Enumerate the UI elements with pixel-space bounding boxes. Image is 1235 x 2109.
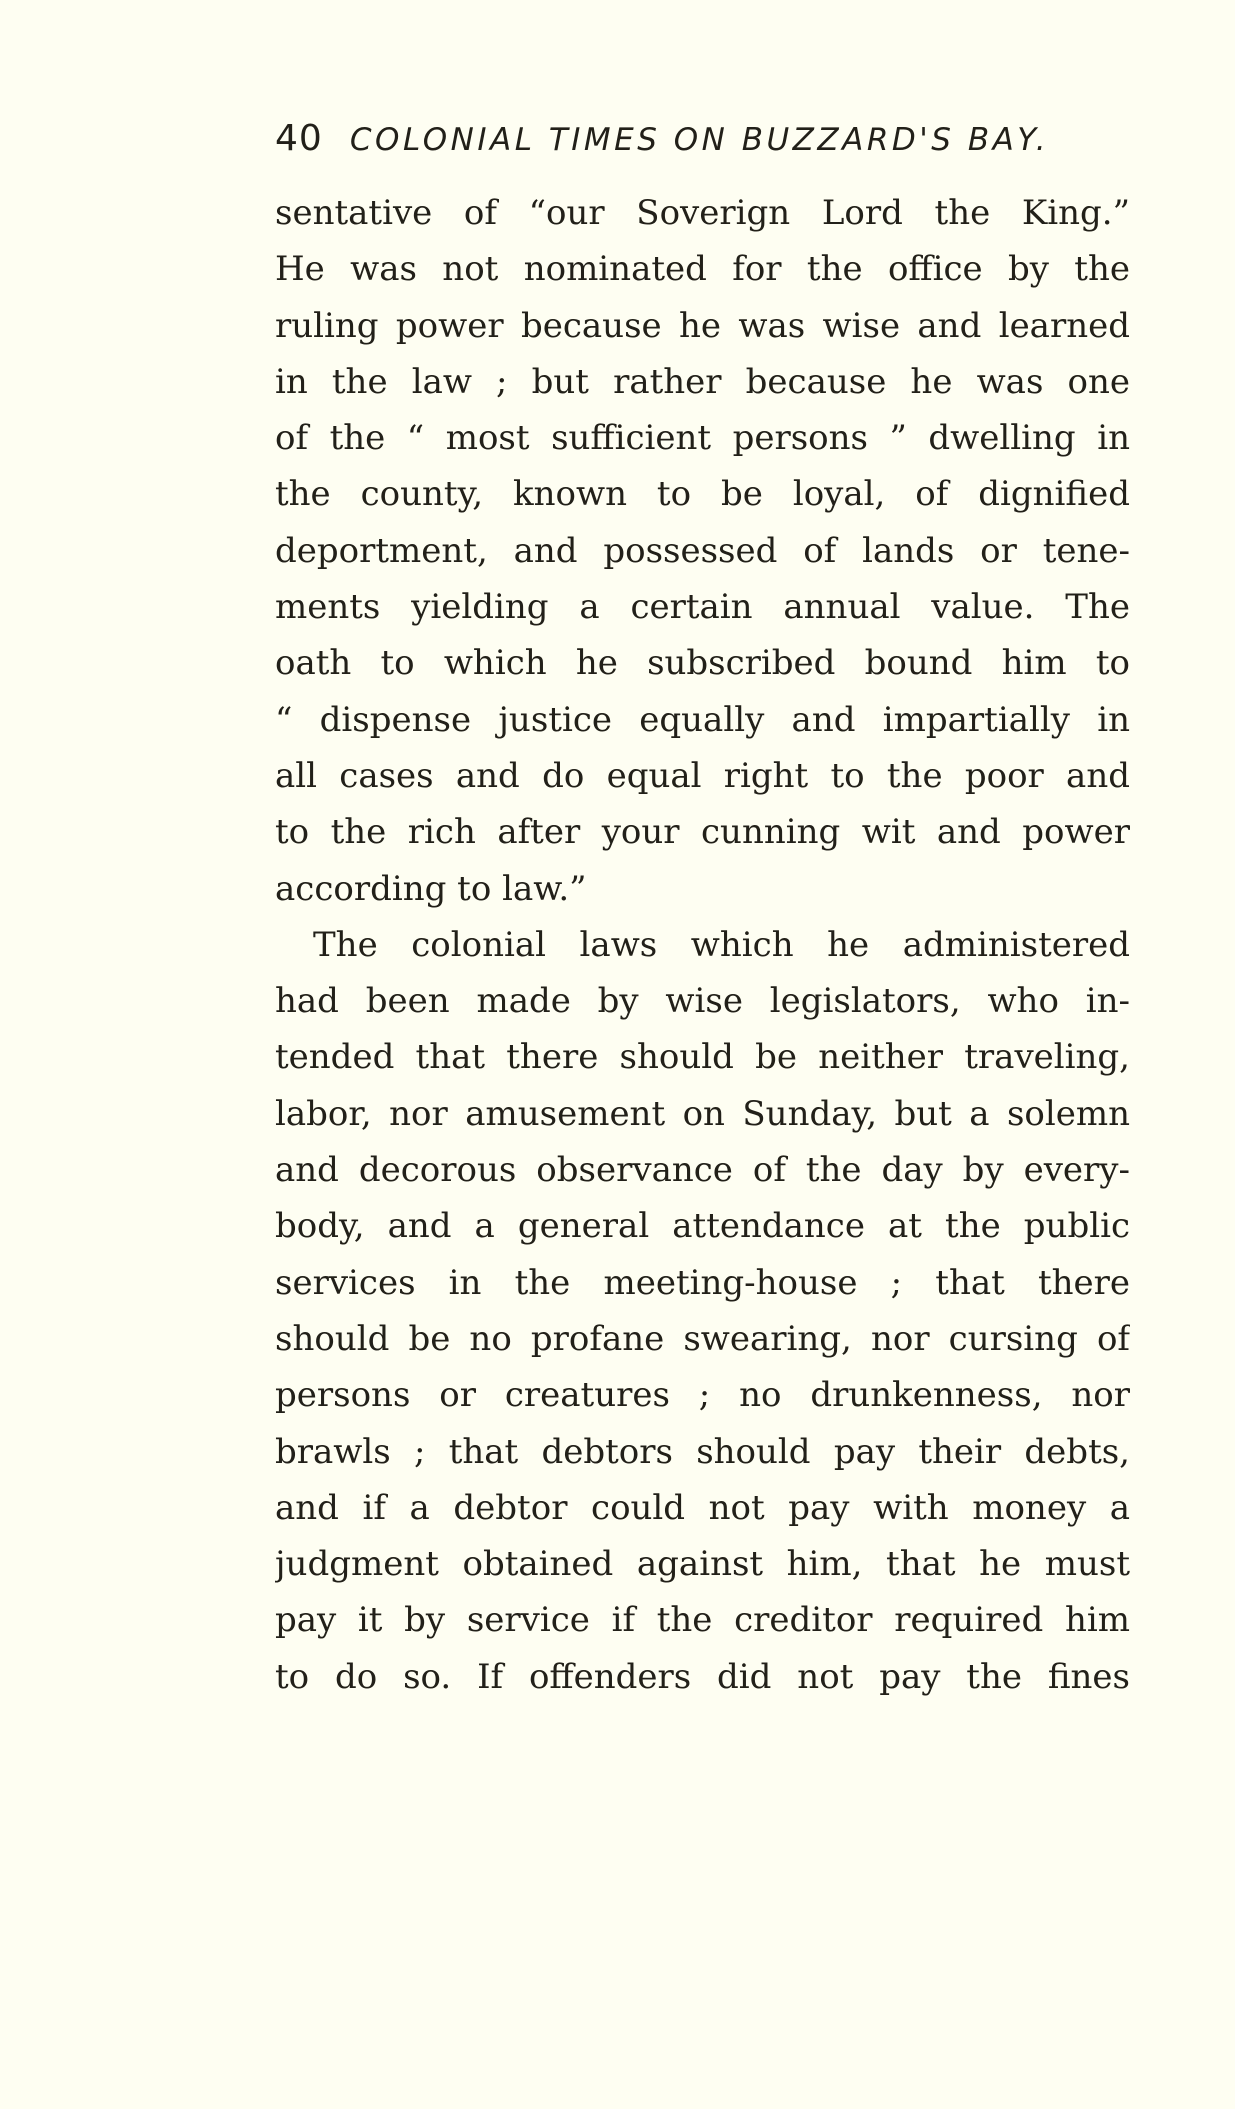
text-line: brawls ; that debtors should pay their debts, [275,1431,1130,1472]
text-line: of the “ most sufficient persons ” dwelling in [275,418,1130,459]
text-line: to the rich after your cunning wit and power [275,812,1130,853]
text-line: judgment obtained against him, that he must [275,1544,1130,1585]
text-line: according to law.” [275,868,587,909]
body-text [275,185,1130,1705]
text-line: to do so. If offenders did not pay the fines [275,1656,1130,1697]
text-line: body, and a general attendance at the public [275,1206,1130,1247]
text-line: pay it by service if the creditor required him [275,1600,1130,1641]
text-line: He was not nominated for the office by the [275,249,1130,290]
page-number: 40 [275,118,323,159]
text-line: oath to which he subscribed bound him to [275,643,1130,684]
text-line: services in the meeting-house ; that there [275,1262,1130,1303]
text-line: the county, known to be loyal, of dignified [275,474,1130,515]
text-line: tended that there should be neither traveling, [275,1037,1130,1078]
text-line: ments yielding a certain annual value. The [275,587,1130,628]
text-line: “ dispense justice equally and impartially in [275,699,1130,740]
text-line: in the law ; but rather because he was one [275,361,1130,402]
running-head-title: COLONIAL TIMES ON BUZZARD'S BAY. [349,122,1050,158]
text-line: ruling power because he was wise and learned [275,305,1130,346]
text-line: should be no profane swearing, nor cursing of [275,1318,1130,1359]
text-line: persons or creatures ; no drunkenness, nor [275,1375,1130,1416]
text-line: labor, nor amusement on Sunday, but a solemn [275,1093,1130,1134]
text-line: had been made by wise legislators, who in- [275,981,1130,1022]
text-line: and if a debtor could not pay with money a [275,1487,1130,1528]
paragraph-start-line: The colonial laws which he administered [313,924,1130,965]
text-line: sentative of “our Soverign Lord the King.” [275,193,1130,233]
text-line: and decorous observance of the day by every- [275,1150,1130,1191]
running-head [275,118,1135,188]
text-line: deportment, and possessed of lands or tene- [275,530,1130,571]
text-line: all cases and do equal right to the poor and [275,755,1130,796]
